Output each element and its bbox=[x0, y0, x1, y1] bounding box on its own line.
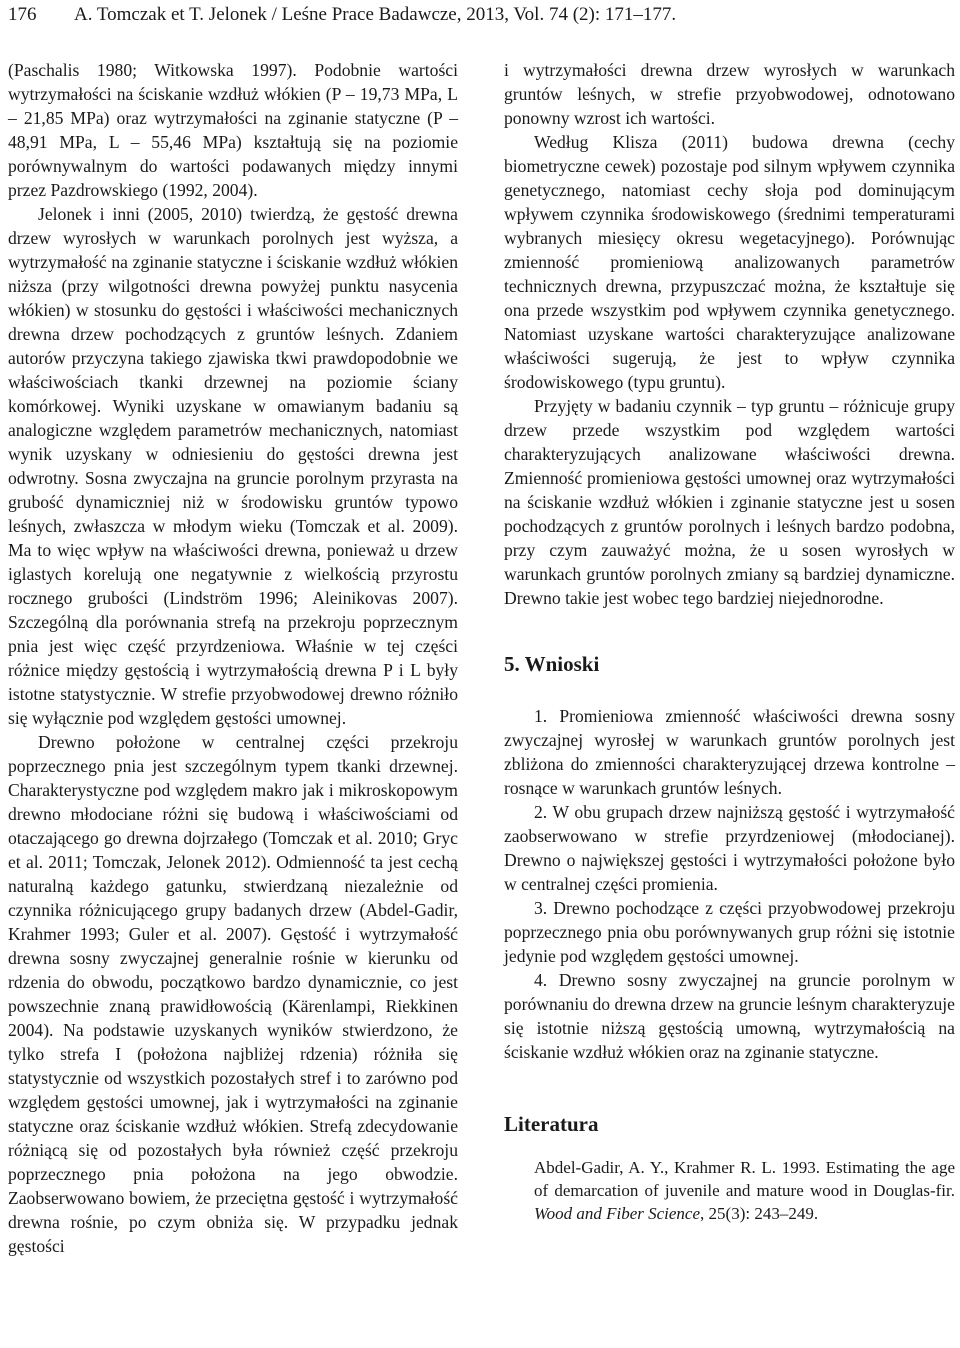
section-heading-conclusions: 5. Wnioski bbox=[504, 652, 600, 676]
conclusion-item: 1. Promieniowa zmienność właściwości drewna sosny zwyczajnej wyrosłej w warunkach gruntów porolnych jest zbliżona do zmienności charakteryzującej drzewa kontrolne – rosnące w warunkach gruntów leśnych. bbox=[504, 706, 955, 798]
conclusion-item: 3. Drewno pochodzące z części przyobwodowej przekroju poprzecznego pnia obu porównywanych grup różni się istotnie jedynie pod względem gęstości umownej. bbox=[504, 898, 955, 966]
page-number: 176 bbox=[8, 4, 37, 25]
body-paragraph: Drewno położone w centralnej części przekroju poprzecznego pnia jest szczególnym typem tkanki drzewnej. Charakterystyczne pod względem makro jak i mikroskopowym drewno młodociane różni się budową i właściwościami od otaczającego go drewna dojrzałego (Tomczak et al. 2010; Gryc et al. 2011; Tomczak, Jelonek 2012). Odmienność ta jest cechą naturalną każdego gatunku, stwierdzaną niezależnie od czynnika różnicującego grupy badanych drzew (Abdel-Gadir, Krahmer 1993; Guler et al. 2007). Gęstość i wytrzymałość drewna sosny zwyczajnej generalnie rośnie w kierunku od rdzenia do obwodu, początkowo bardzo dynamicznie, co jest powszechnie znaną prawidłowością (Kärenlampi, Riekkinen 2004). Na podstawie uzyskanych wyników stwierdzono, że tylko strefa I (położona najbliżej rdzenia) różniła się statystycznie od wszystkich pozostałych stref i to zarówno pod względem gęstości umownej, jak i wytrzymałości na zginanie statyczne oraz ściskanie wzdłuż włókien. Strefą zdecydowanie różniącą się od pozostałych była również część przekroju poprzecznego pnia położona na jego obwodzie. Zaobserwowano bowiem, że przeciętna gęstość i wytrzymałość drewna rośnie, po czym obniża się. W przypadku jednak gęstości bbox=[8, 732, 458, 1256]
running-title: A. Tomczak et T. Jelonek / Leśne Prace Badawcze, 2013, Vol. 74 (2): 171–177. bbox=[74, 4, 677, 25]
conclusion-item: 4. Drewno sosny zwyczajnej na gruncie porolnym w porównaniu do drewna drzew na gruncie leśnym charakteryzuje się istotnie niższą gęstością umowną, wytrzymałością na ściskanie wzdłuż włókien oraz na zginanie statyczne. bbox=[504, 970, 955, 1062]
reference-details: , 25(3): 243–249. bbox=[700, 1204, 819, 1223]
section-heading-literature: Literatura bbox=[504, 1112, 599, 1136]
body-paragraph: i wytrzymałości drewna drzew wyrosłych w warunkach gruntów leśnych, w strefie przyobwodowej, odnotowano ponowny wzrost ich wartości. bbox=[504, 60, 955, 128]
body-paragraph: (Paschalis 1980; Witkowska 1997). Podobnie wartości wytrzymałości na ściskanie wzdłuż włókien (P – 19,73 MPa, L – 21,85 MPa) oraz wytrzymałości na zginanie statyczne (P – 48,91 MPa, L – 55,46 MPa) kształtują się na poziomie porównywalnym do wartości podawanych między innymi przez Pazdrowskiego (1992, 2004). bbox=[8, 60, 458, 200]
body-paragraph: Według Klisza (2011) budowa drewna (cechy biometryczne cewek) pozostaje pod silnym wpływem czynnika genetycznego, natomiast cechy słoja pod dominującym wpływem czynnika środowiskowego (średnimi temperaturami wybranych miesięcy okresu wegetacyjnego). Porównując zmienność promieniową analizowanych parametrów technicznych drewna, przypuszczać można, że kształtuje się ona przede wszystkim pod wpływem czynnika genetycznego. Natomiast uzyskane wartości charakteryzujące analizowane właściwości sugerują, że jest to wpływ czynnika środowiskowego (typu gruntu). bbox=[504, 132, 955, 392]
reference-authors: Abdel-Gadir, A. Y., Krahmer R. L. 1993. Estimating the age of demarcation of juvenile and mature wood in Douglas-fir. bbox=[534, 1158, 955, 1200]
left-column bbox=[8, 58, 458, 1258]
running-header bbox=[8, 2, 952, 30]
conclusions-list bbox=[504, 704, 955, 1064]
conclusion-item: 2. W obu grupach drzew najniższą gęstość i wytrzymałość zaobserwowano w strefie przyrdzeniowej (młodocianej). Drewno o największej gęstości i wytrzymałości położone było w centralnej części promienia. bbox=[504, 802, 955, 894]
right-column bbox=[504, 58, 955, 1225]
body-paragraph: Jelonek i inni (2005, 2010) twierdzą, że gęstość drewna drzew wyrosłych w warunkach porolnych jest wyższa, a wytrzymałość na zginanie statyczne i ściskanie wzdłuż włókien niższa (przy wilgotności drewna powyżej punktu nasycenia włókien) w stosunku do gęstości i właściwości mechanicznych drewna drzew pochodzących z gruntów leśnych. Zdaniem autorów przyczyna takiego zjawiska tkwi prawdopodobnie we właściwościach tkanki drzewnej na poziomie ściany komórkowej. Wyniki uzyskane w omawianym badaniu są analogiczne względem parametrów mechanicznych, natomiast wynik uzyskany w odniesieniu do gęstości drewna jest odwrotny. Sosna zwyczajna na gruncie porolnym przyrasta na grubość dynamiczniej niż w środowisku gruntów typowo leśnych, zwłaszcza w młodym wieku (Tomczak et al. 2009). Ma to więc wpływ na właściwości drewna, ponieważ u drzew iglastych korelują one negatywnie z wielkością przyrostu rocznego grubości (Lindström 1996; Aleinikovas 2007). Szczególną dla porównania strefą na przekroju poprzecznym pnia jest więc część przyrdzeniowa. Właśnie w tej części różnice między gęstością i wytrzymałością drewna P i L były istotne statystycznie. W strefie przyobwodowej drewno różniło się wyłącznie pod względem gęstości umownej. bbox=[8, 204, 458, 728]
body-paragraph: Przyjęty w badaniu czynnik – typ gruntu – różnicuje grupy drzew przede wszystkim pod względem wartości charakteryzujących analizowane właściwości drewna. Zmienność promieniowa gęstości umownej oraz wytrzymałości na ściskanie wzdłuż włókien i zginanie statyczne jest u sosen pochodzących z gruntów porolnych i leśnych bardzo podobna, przy czym zauważyć można, że u sosen wyrosłych w warunkach gruntów porolnych zmiany są bardziej dynamiczne. Drewno takie jest wobec tego bardziej niejednorodne. bbox=[504, 396, 955, 608]
reference-entry bbox=[504, 1156, 955, 1225]
reference-journal: Wood and Fiber Science bbox=[534, 1204, 701, 1223]
